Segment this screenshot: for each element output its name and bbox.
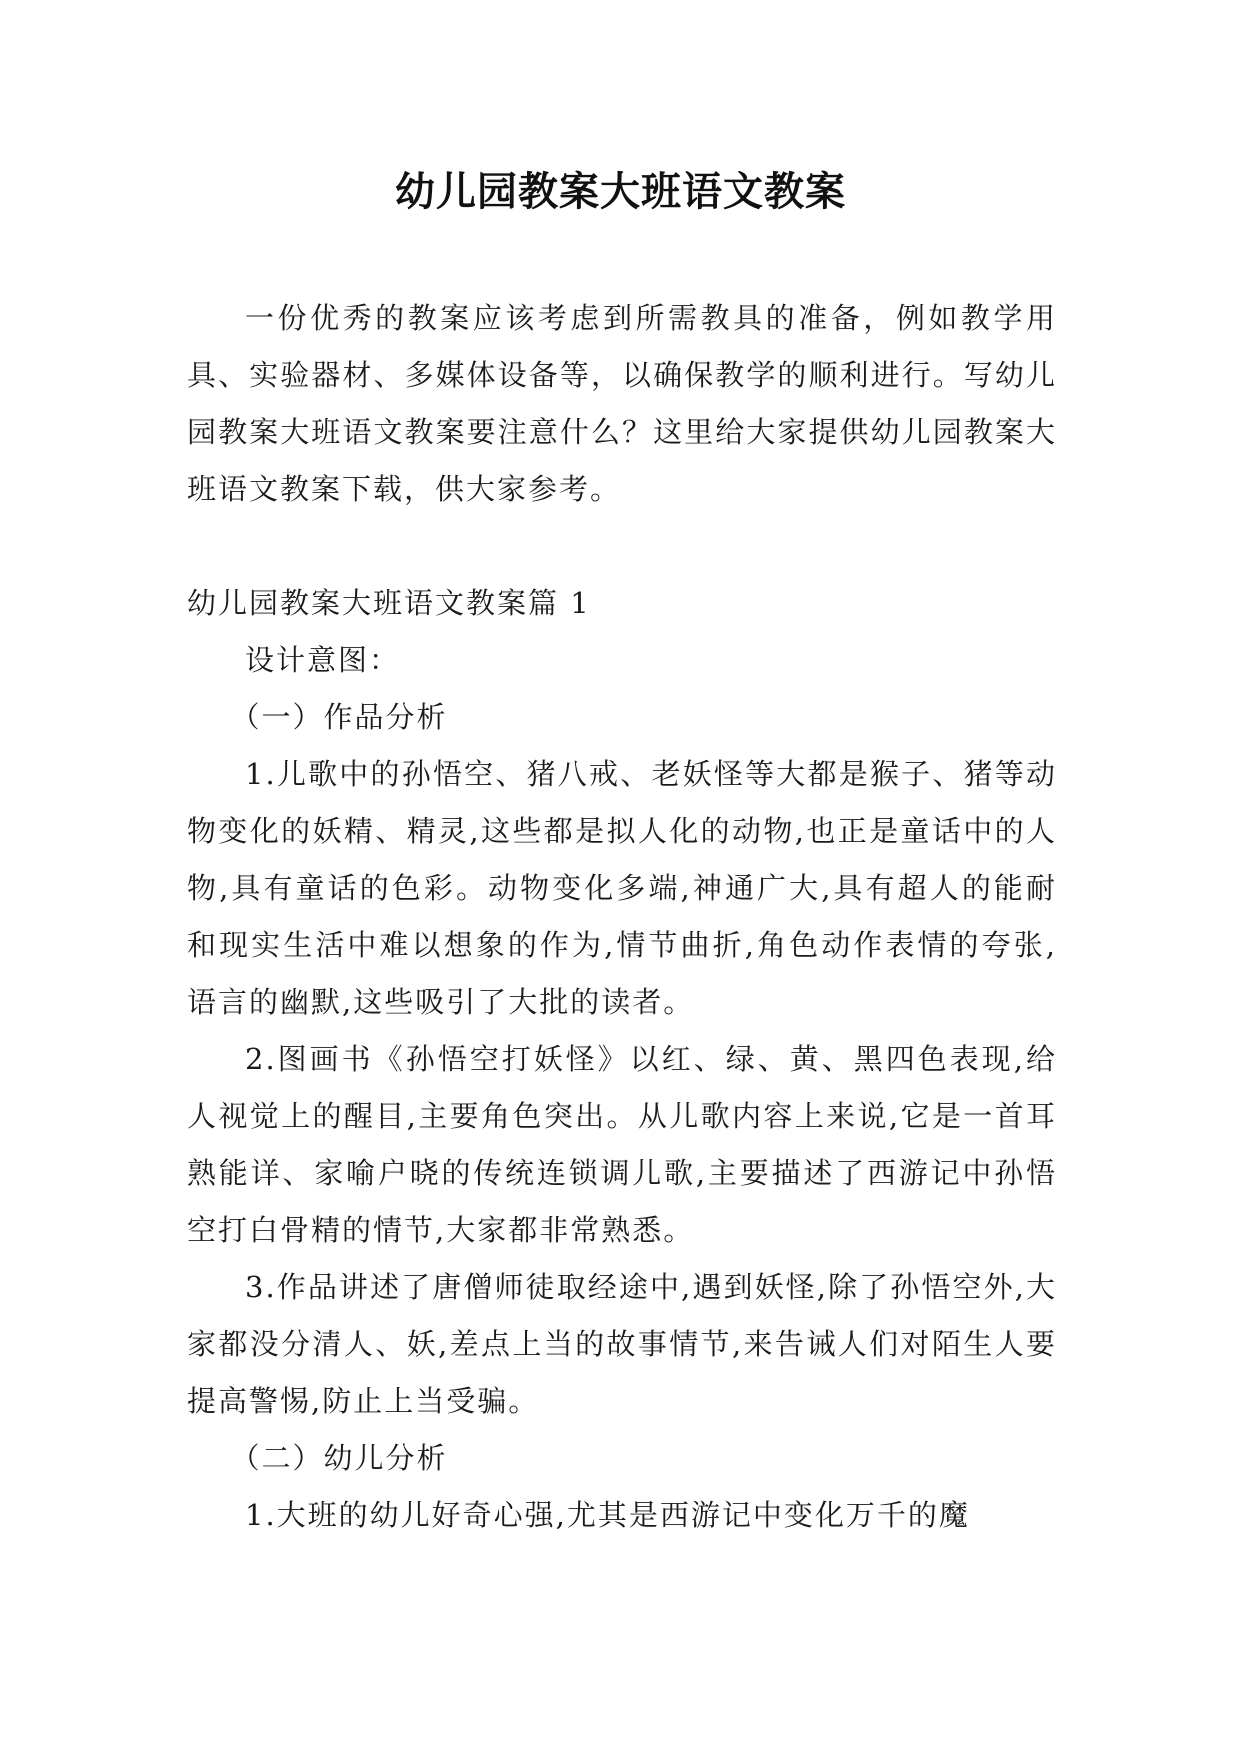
part1-item-1: 1.儿歌中的孙悟空、猪八戒、老妖怪等大都是猴子、猪等动物变化的妖精、精灵,这些都是拟人化的动物,也正是童话中的人物,具有童话的色彩。动物变化多端,神通广大,具有超人的能耐和现实生活中难以想象的作为,情节曲折,角色动作表情的夸张,语言的幽默,这些吸引了大批的读者。 — [187, 757, 1057, 1019]
part1-item-2: 2.图画书《孙悟空打妖怪》以红、绿、黄、黑四色表现,给人视觉上的醒目,主要角色突出。从儿歌内容上来说,它是一首耳熟能详、家喻户晓的传统连锁调儿歌,主要描述了西游记中孙悟空打白骨精的情节,大家都非常熟悉。 — [187, 1042, 1057, 1247]
part1-heading: （一）作品分析 — [230, 700, 448, 734]
design-intent-label: 设计意图： — [245, 643, 401, 677]
part2-item-1: 1.大班的幼儿好奇心强,尤其是西游记中变化万千的魔 — [245, 1498, 970, 1532]
part1-item-3: 3.作品讲述了唐僧师徒取经途中,遇到妖怪,除了孙悟空外,大家都没分清人、妖,差点上当的故事情节,来告诫人们对陌生人要提高警惕,防止上当受骗。 — [187, 1270, 1057, 1418]
section-title: 幼儿园教案大班语文教案篇 1 — [187, 586, 591, 620]
document-title: 幼儿园教案大班语文教案 — [395, 168, 846, 215]
part2-heading: （二）幼儿分析 — [230, 1441, 448, 1475]
intro-paragraph: 一份优秀的教案应该考虑到所需教具的准备，例如教学用具、实验器材、多媒体设备等，以确保教学的顺利进行。写幼儿园教案大班语文教案要注意什么？这里给大家提供幼儿园教案大班语文教案下载，供大家参考。 — [187, 301, 1057, 506]
document-body — [187, 290, 1057, 1544]
